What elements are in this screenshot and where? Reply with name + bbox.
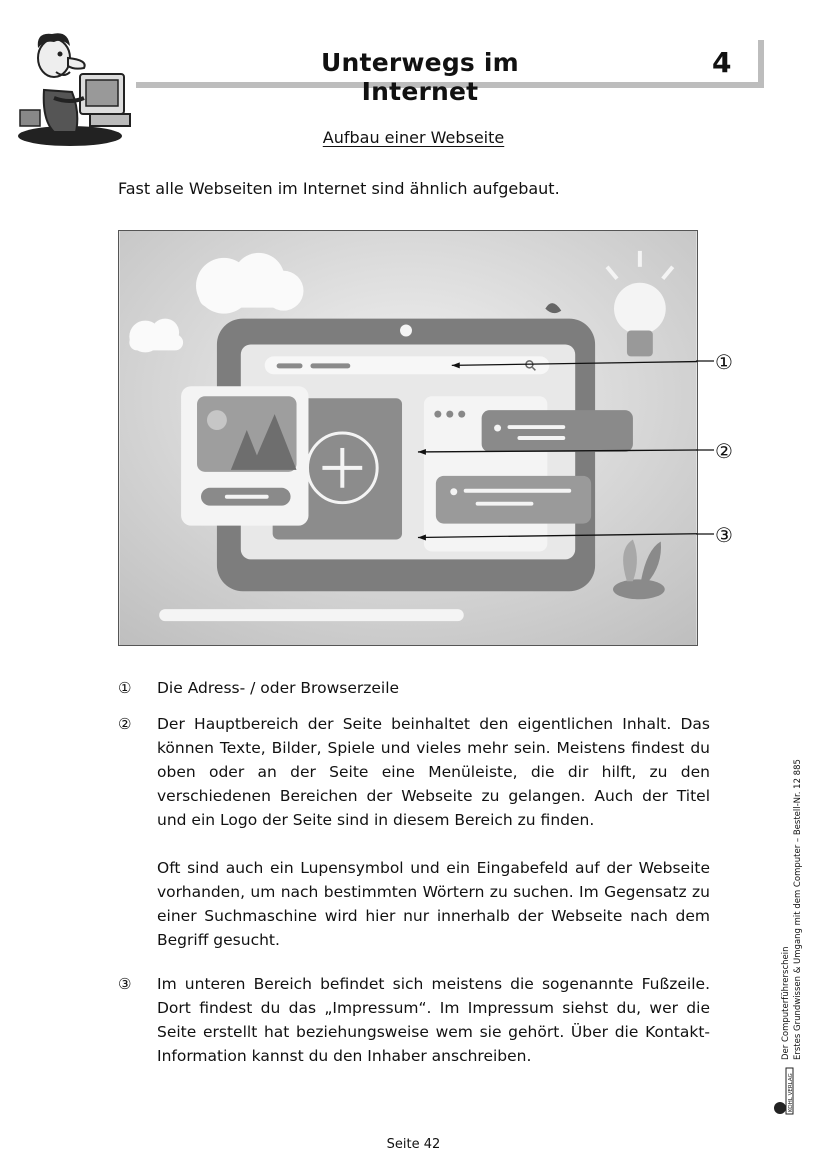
intro-text: Fast alle Webseiten im Internet sind ähnlich aufgebaut.	[118, 179, 560, 198]
pencil-icon	[159, 609, 464, 621]
side-publisher-text	[780, 700, 804, 1060]
website-illustration	[118, 230, 698, 646]
figure-marker-1: ①	[715, 350, 733, 374]
section-title	[0, 128, 827, 147]
cloud-small	[129, 319, 183, 353]
list-item-3-text: Im unteren Bereich befindet sich meistens die sogenannte Fußzeile. Dort findest du das „Impressum“. Im Impressum siehst du, wer die Seite erstellt hat beziehungsweise wem sie gehört. Über die Kontakt-Information kannst du den Inhaber anschreiben.	[157, 975, 710, 1065]
figure-marker-2: ②	[715, 439, 733, 463]
list-marker-1: ①	[118, 679, 132, 697]
address-bar	[265, 356, 550, 374]
figure-marker-3: ③	[715, 523, 733, 547]
list-item-1-text: Die Adress- / oder Browserzeile	[157, 679, 400, 697]
card-dark	[482, 410, 633, 452]
side-text-line-2: Erstes Grundwissen & Umgang mit dem Computer – Bestell-Nr. 12 885	[793, 759, 803, 1060]
list-item-2-paragraph-1: Der Hauptbereich der Seite beinhaltet den eigentlichen Inhalt. Das können Texte, Bilder, Spiele und vieles mehr sein. Meistens findest du oben oder an der Seite eine Menüleiste, die dir hilft, zu den verschiedenen Bereichen der Webseite zu gelangen. Auch der Titel und ein Logo der Seite sind in diesem Bereich zu finden.	[157, 715, 710, 829]
list-marker-3: ③	[118, 975, 132, 993]
list-item-2-paragraph-2: Oft sind auch ein Lupensymbol und ein Eingabefeld auf der Webseite vorhanden, um nach bestimmten Wörtern zu suchen. Im Gegensatz zu einer Suchmaschine wird hier nur innerhalb der Webseite nach dem Begriff gesucht.	[157, 859, 710, 949]
publisher-logo-text: KOHL VERLAG	[788, 1073, 794, 1112]
side-text-line-1: Der Computerführerschein	[781, 946, 791, 1060]
page-number: Seite 42	[386, 1137, 441, 1152]
page-title: Unterwegs im Internet	[321, 48, 519, 106]
publisher-logo	[772, 1066, 794, 1116]
list-marker-2: ②	[118, 715, 132, 733]
chapter-number: 4	[712, 46, 732, 79]
card-medium	[436, 476, 591, 524]
marker-connectors	[696, 355, 716, 545]
section-title-text: Aufbau einer Webseite	[322, 128, 505, 147]
